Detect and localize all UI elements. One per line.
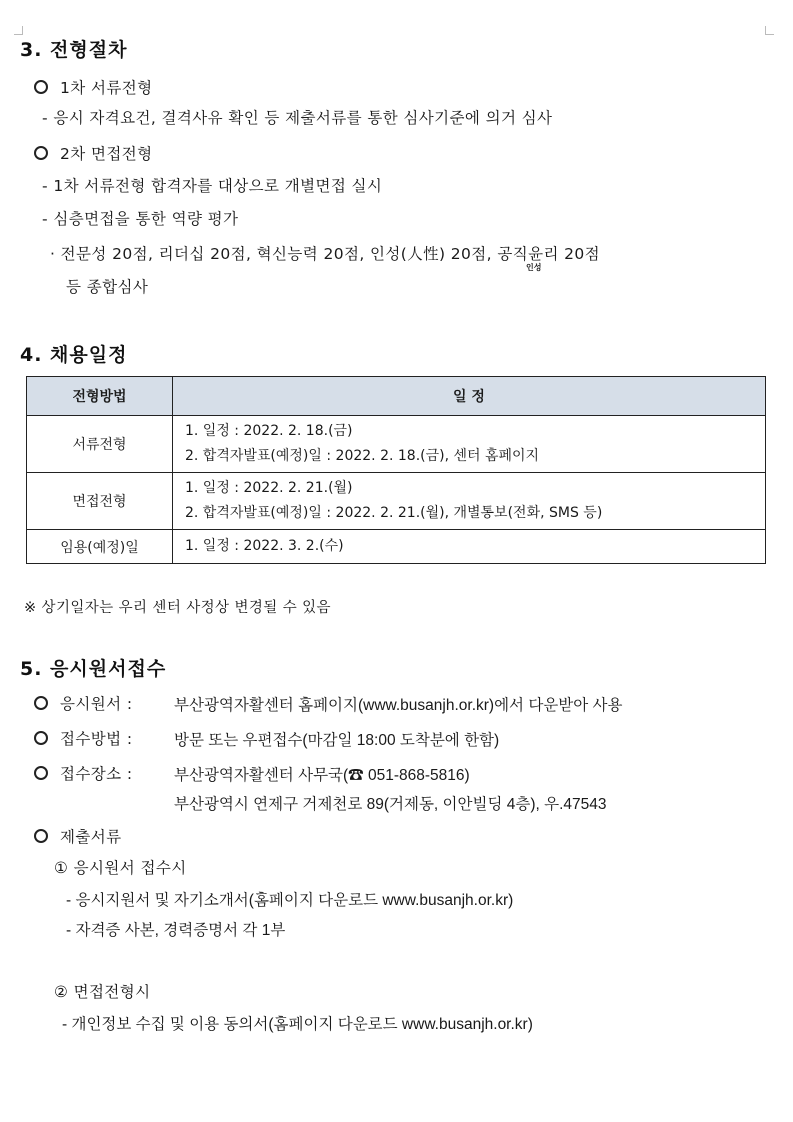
circle-bullet-icon [34,146,48,160]
docs-item [34,825,122,847]
docs-title: 제출서류 [60,828,122,846]
method-label: 접수방법 : [60,730,133,748]
round1-item [34,76,152,98]
docs-1-title: ① 응시원서 접수시 [54,859,187,877]
circle-bullet-icon [34,731,48,745]
schedule-line: 2. 합격자발표(예정)일 : 2022. 2. 21.(월), 개별통보(전화, SMS 등) [185,505,603,521]
docs-2-title: ② 면접전형시 [54,983,151,1001]
criteria-ruby: 인성 [526,263,542,272]
schedule-line: 1. 일정 : 2022. 2. 21.(월) [185,480,353,496]
section-5-title: 5. 응시원서접수 [20,658,167,680]
round2-item [34,142,152,164]
header-schedule: 일 정 [173,377,766,416]
schedule-line: 1. 일정 : 2022. 3. 2.(수) [185,538,344,554]
round2-description-2: - 심층면접을 통한 역량 평가 [42,210,239,228]
row-schedule [173,473,766,530]
circle-bullet-icon [34,829,48,843]
circle-bullet-icon [34,80,48,94]
row-schedule [173,416,766,473]
section-4-title: 4. 채용일정 [20,344,128,366]
method-item [34,727,132,749]
round2-description-1: - 1차 서류전형 합격자를 대상으로 개별면접 실시 [42,177,383,195]
criteria-line-1: · 전문성 20점, 리더십 20점, 혁신능력 20점, 인성(人性) 20점, 공직윤리 20점 [50,245,601,263]
row-schedule [173,530,766,564]
section-3-title: 3. 전형절차 [20,39,128,61]
table-row [27,473,766,530]
place-value: 부산광역자활센터 사무국(☎ 051-868-5816) [174,767,470,784]
place-label: 접수장소 : [60,765,133,783]
row-method: 서류전형 [27,416,173,473]
docs-1-item: - 응시지원서 및 자기소개서(홈페이지 다운로드 www.busanjh.or.kr) [66,892,514,909]
form-label: 응시원서 : [60,695,133,713]
table-row [27,416,766,473]
page-corner-mark-right [765,26,774,35]
round1-label: 1차 서류전형 [60,79,153,97]
round1-description: - 응시 자격요건, 결격사유 확인 등 제출서류를 통한 심사기준에 의거 심사 [42,109,553,127]
row-method: 면접전형 [27,473,173,530]
round2-label: 2차 면접전형 [60,145,153,163]
table-row [27,530,766,564]
method-value: 방문 또는 우편접수(마감일 18:00 도착분에 한함) [174,732,500,749]
page-corner-mark-left [14,26,23,35]
row-method: 임용(예정)일 [27,530,173,564]
form-item [34,692,132,714]
form-value: 부산광역자활센터 홈페이지(www.busanjh.or.kr)에서 다운받아 사용 [174,697,623,714]
place-address: 부산광역시 연제구 거제천로 89(거제동, 이안빌딩 4층), 우.47543 [174,796,607,813]
header-method: 전형방법 [27,377,173,416]
schedule-line: 2. 합격자발표(예정)일 : 2022. 2. 18.(금), 센터 홈페이지 [185,448,540,464]
table-header-row [27,377,766,416]
schedule-note: ※ 상기일자는 우리 센터 사정상 변경될 수 있음 [24,600,331,616]
docs-2-item: - 개인정보 수집 및 이용 동의서(홈페이지 다운로드 www.busanjh.or.kr) [62,1016,533,1033]
schedule-line: 1. 일정 : 2022. 2. 18.(금) [185,423,353,439]
schedule-table [26,376,766,564]
place-item [34,762,132,784]
circle-bullet-icon [34,766,48,780]
criteria-line-2: 등 종합심사 [66,278,149,296]
docs-1-item: - 자격증 사본, 경력증명서 각 1부 [66,922,286,939]
circle-bullet-icon [34,696,48,710]
